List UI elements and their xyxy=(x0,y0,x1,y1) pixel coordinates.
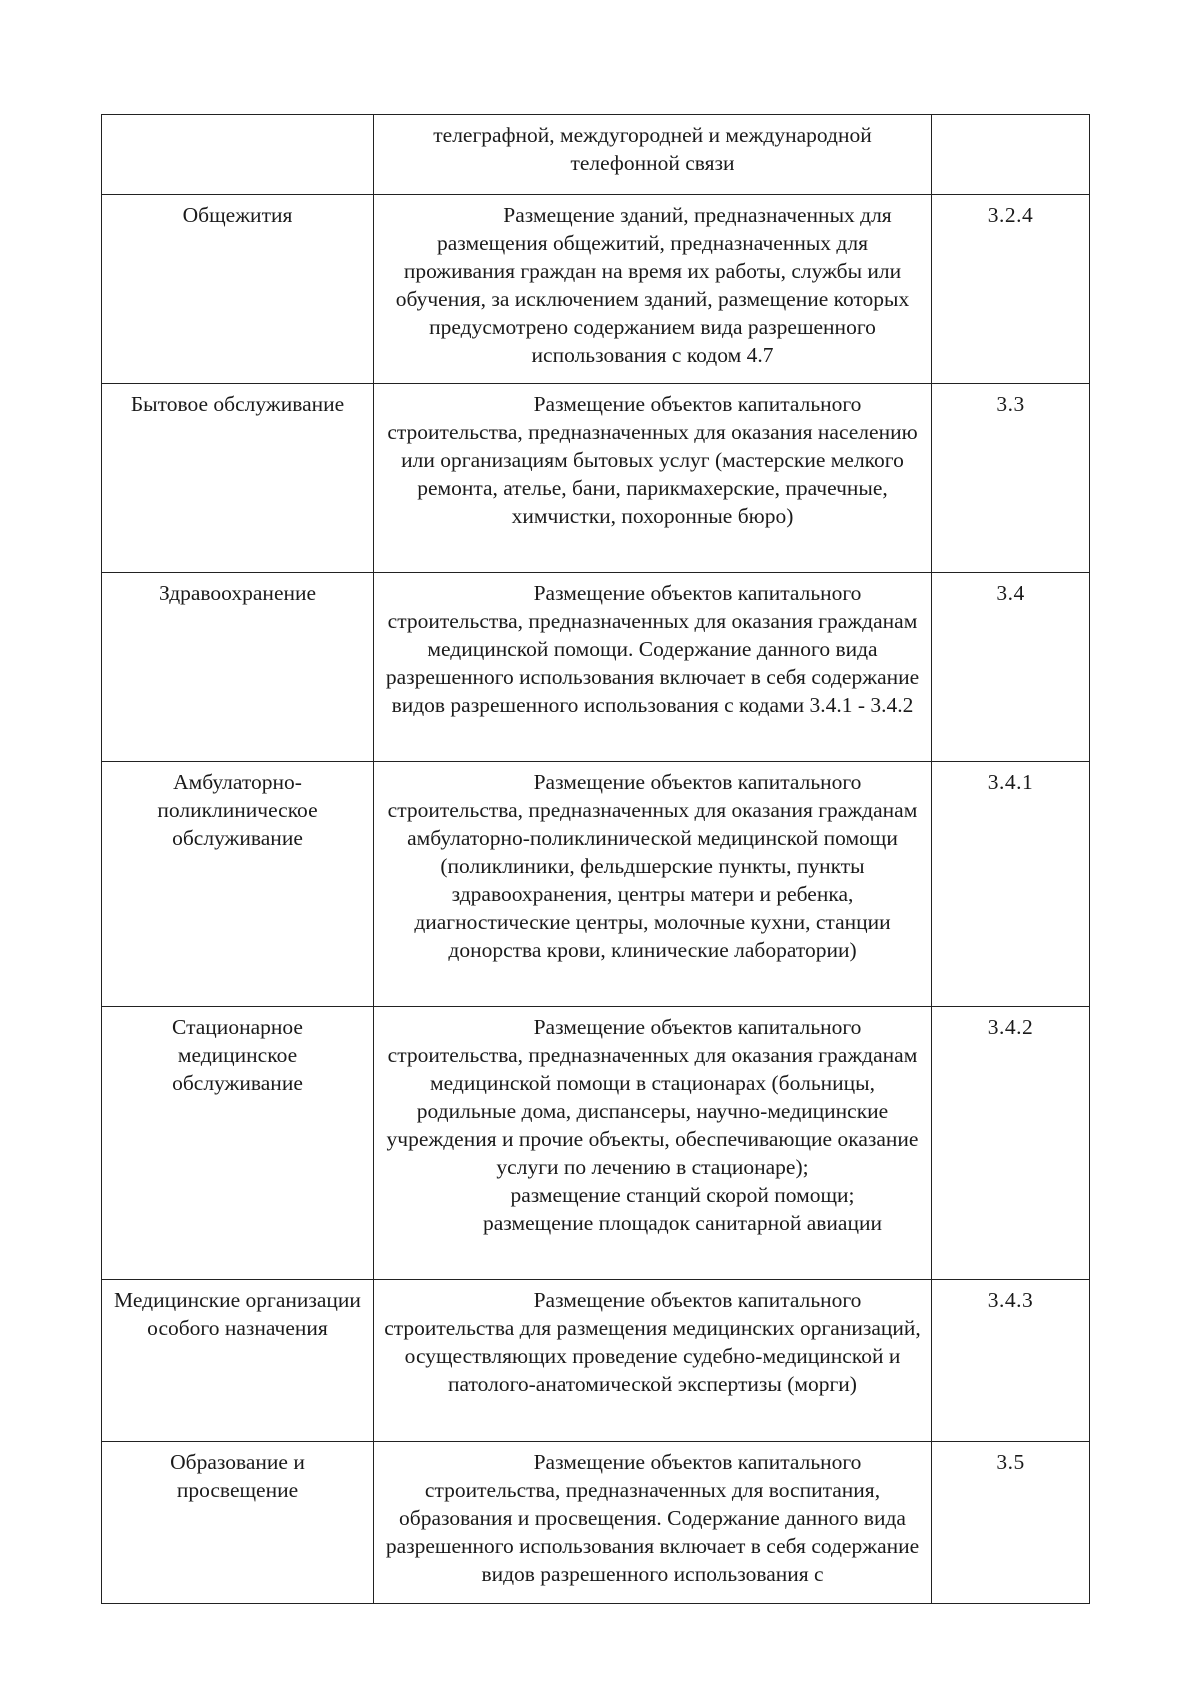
table-row xyxy=(102,1442,1090,1604)
table-row xyxy=(102,115,1090,195)
table-row xyxy=(102,1007,1090,1280)
table-row xyxy=(102,1280,1090,1442)
description-paragraph: размещение станций скорой помощи; xyxy=(510,1183,855,1207)
use-description-cell xyxy=(374,762,932,1007)
use-name-cell: Бытовое обслуживание xyxy=(102,384,374,573)
description-paragraph: Размещение объектов капитального строительства, предназначенных для оказания населению или организациям бытовых услуг (мастерские мелкого ремонта, ателье, бани, парикмахерские, прачечные, химчистки, похоронные бюро) xyxy=(387,392,918,528)
use-code-cell xyxy=(932,115,1090,195)
description-paragraph: размещение площадок санитарной авиации xyxy=(483,1211,882,1235)
use-name-cell: Общежития xyxy=(102,195,374,384)
use-name-cell: Амбулаторно-поликлиническое обслуживание xyxy=(102,762,374,1007)
use-code-cell: 3.3 xyxy=(932,384,1090,573)
use-code-cell: 3.5 xyxy=(932,1442,1090,1604)
description-paragraph: телеграфной, междугородней и международной телефонной связи xyxy=(433,123,872,175)
use-code-cell: 3.4.3 xyxy=(932,1280,1090,1442)
use-description-cell xyxy=(374,1280,932,1442)
use-description-cell xyxy=(374,1007,932,1280)
use-code-cell: 3.4.1 xyxy=(932,762,1090,1007)
table-row xyxy=(102,384,1090,573)
description-paragraph: Размещение объектов капитального строительства, предназначенных для оказания гражданам медицинской помощи в стационарах (больницы, родильные дома, диспансеры, научно-медицинские учреждения и прочие объекты, обеспечивающие оказание услуги по лечению в стационаре); xyxy=(386,1015,919,1179)
land-use-table xyxy=(101,114,1090,1604)
use-description-cell xyxy=(374,384,932,573)
use-name-cell: Медицинские организации особого назначения xyxy=(102,1280,374,1442)
description-paragraph: Размещение объектов капитального строительства, предназначенных для оказания гражданам амбулаторно-поликлинической медицинской помощи (поликлиники, фельдшерские пункты, пункты здравоохранения, центры матери и ребенка, диагностические центры, молочные кухни, станции донорства крови, клинические лаборатории) xyxy=(387,770,918,962)
use-code-cell: 3.4.2 xyxy=(932,1007,1090,1280)
use-code-cell: 3.4 xyxy=(932,573,1090,762)
use-description-cell xyxy=(374,573,932,762)
use-description-cell xyxy=(374,195,932,384)
description-paragraph: Размещение объектов капитального строительства, предназначенных для оказания гражданам медицинской помощи. Содержание данного вида разрешенного использования включает в себя содержание видов разрешенного использования с кодами 3.4.1 - 3.4.2 xyxy=(385,581,920,717)
use-code-cell: 3.2.4 xyxy=(932,195,1090,384)
table-row xyxy=(102,195,1090,384)
table-row xyxy=(102,762,1090,1007)
use-name-cell: Стационарное медицинское обслуживание xyxy=(102,1007,374,1280)
description-paragraph: Размещение зданий, предназначенных для размещения общежитий, предназначенных для проживания граждан на время их работы, службы или обучения, за исключением зданий, размещение которых предусмотрено содержанием вида разрешенного использования с кодом 4.7 xyxy=(395,203,910,367)
description-paragraph: Размещение объектов капитального строительства для размещения медицинских организаций, осуществляющих проведение судебно-медицинской и патолого-анатомической экспертизы (морги) xyxy=(384,1288,921,1396)
use-name-cell: Образование и просвещение xyxy=(102,1442,374,1604)
description-paragraph: Размещение объектов капитального строительства, предназначенных для воспитания, образования и просвещения. Содержание данного вида разрешенного использования включает в себя содержание видов разрешенного использования с xyxy=(385,1450,920,1586)
use-description-cell xyxy=(374,115,932,195)
use-name-cell xyxy=(102,115,374,195)
use-name-cell: Здравоохранение xyxy=(102,573,374,762)
table-row xyxy=(102,573,1090,762)
use-description-cell xyxy=(374,1442,932,1604)
